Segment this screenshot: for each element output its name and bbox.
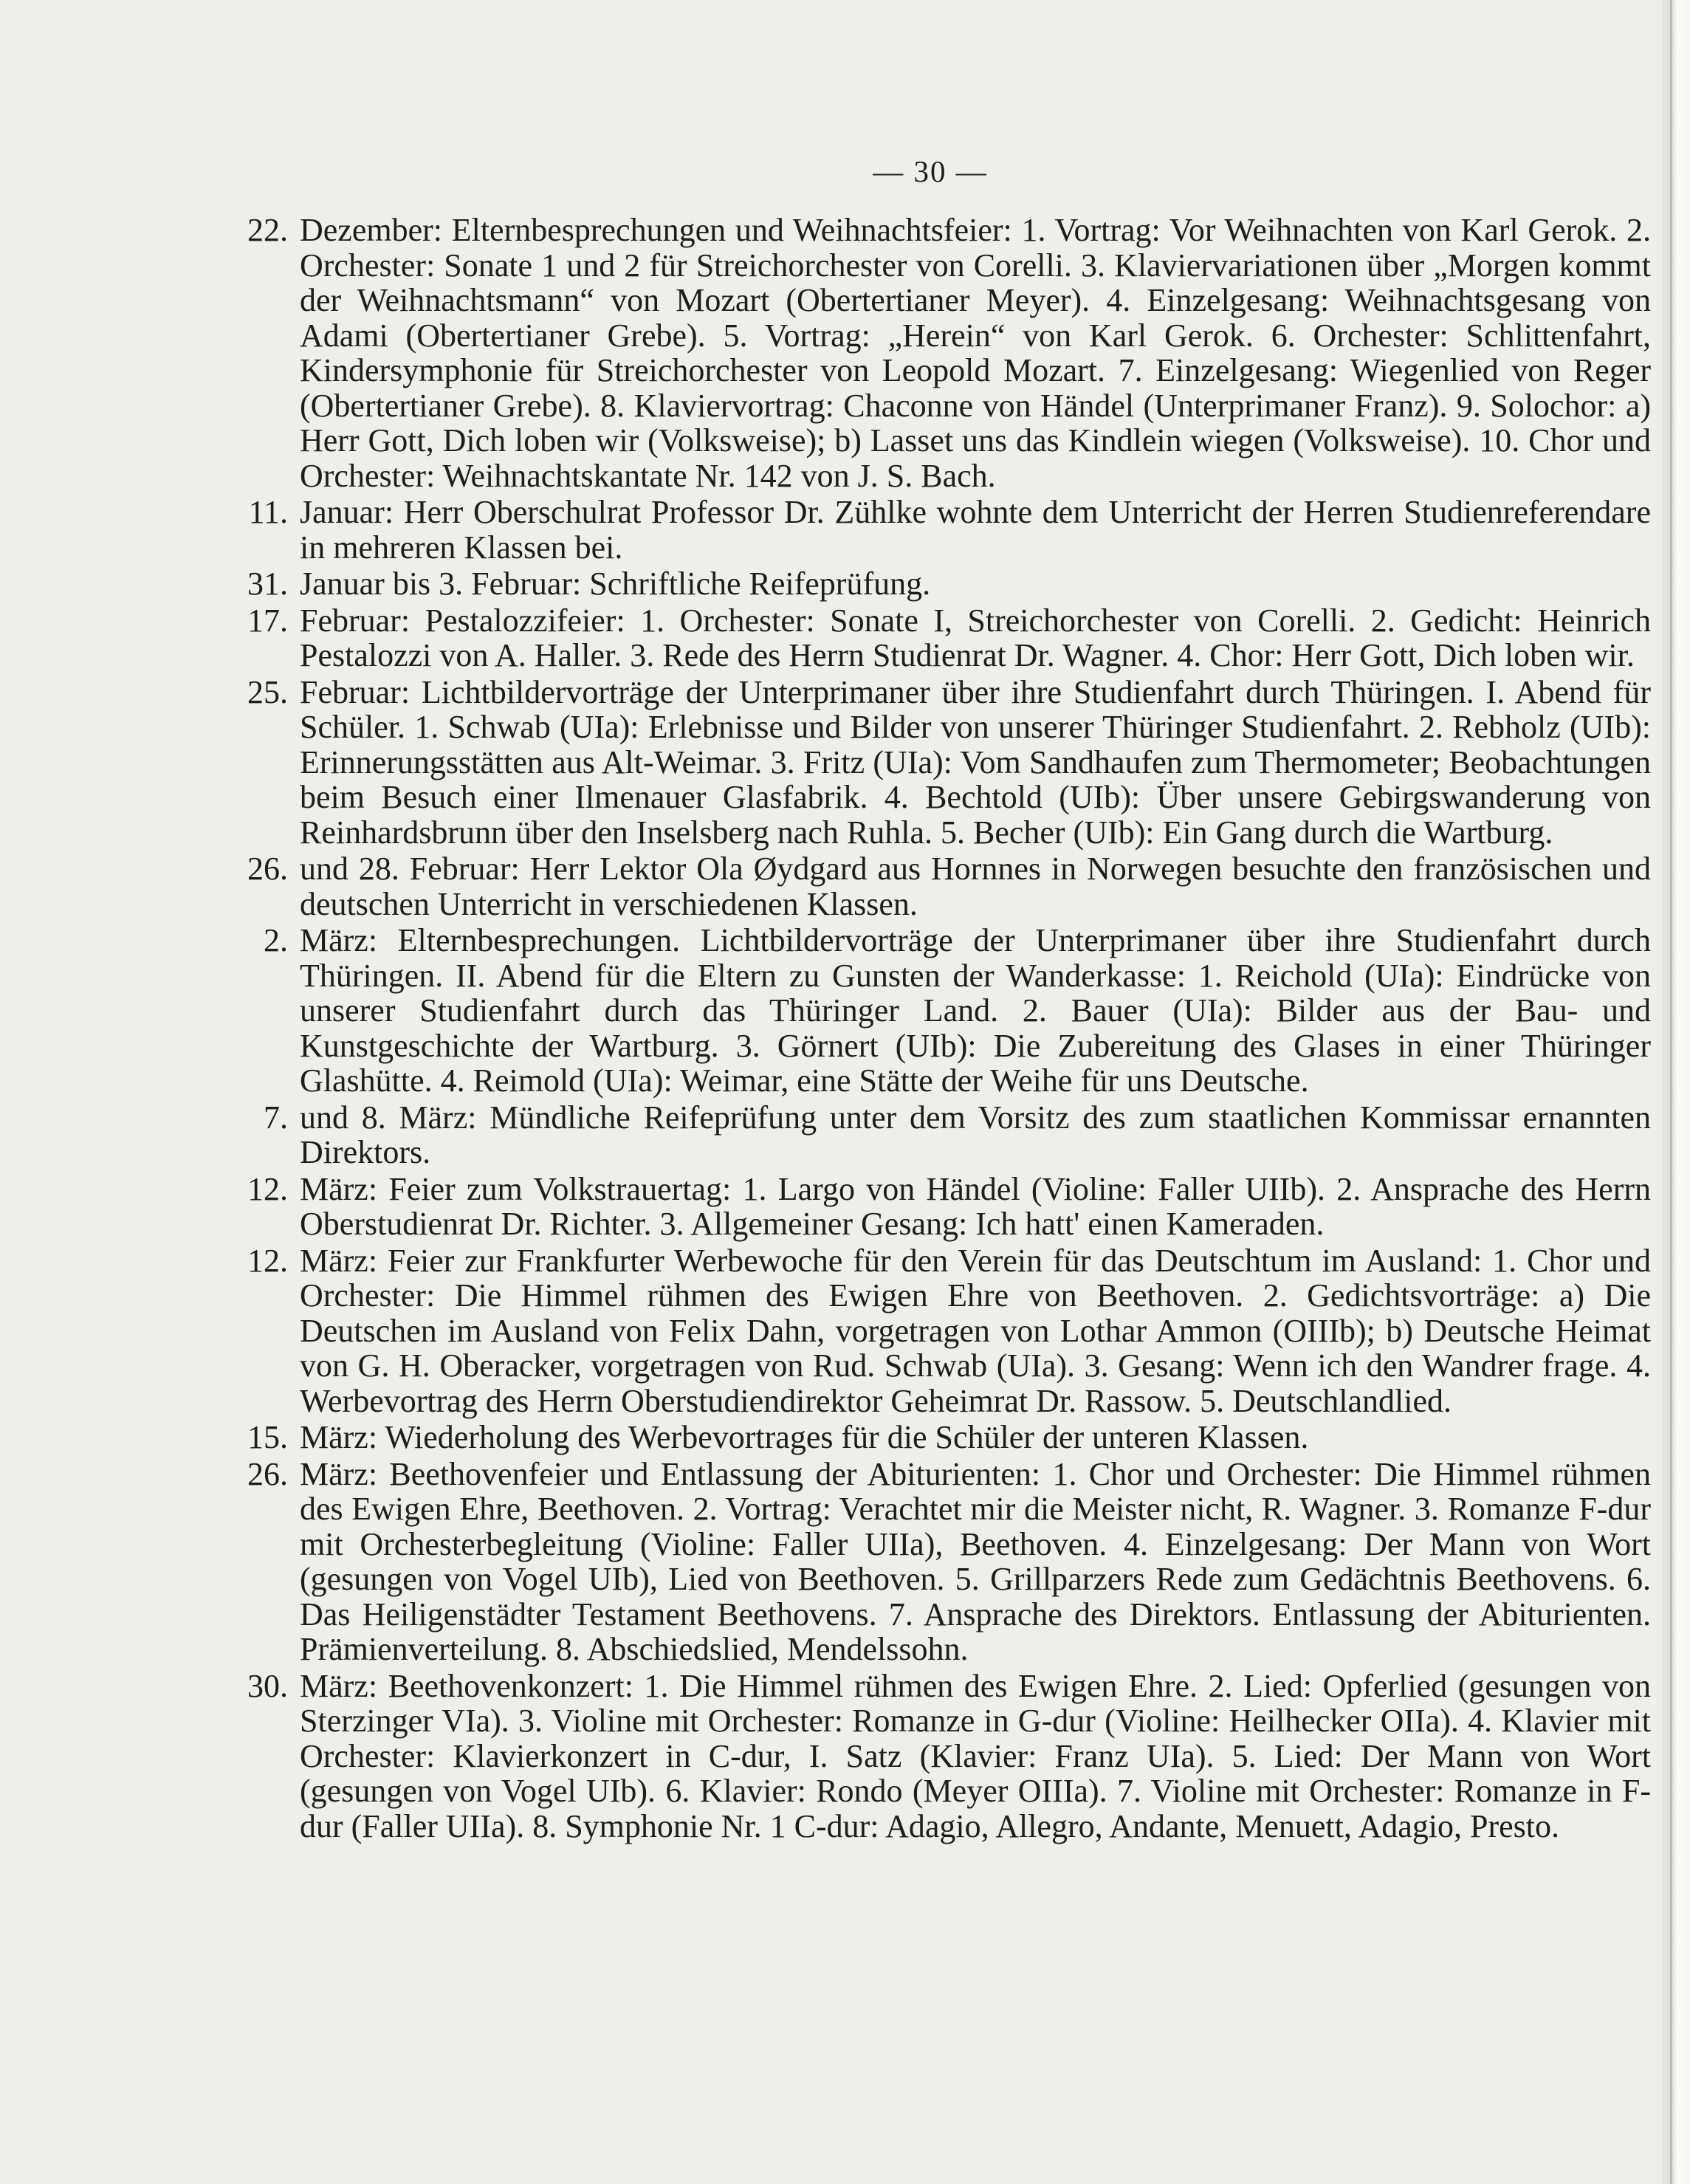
entry-date-number: 26. bbox=[247, 851, 288, 887]
entry-date-number: 22. bbox=[247, 212, 288, 248]
entry-text: März: Beethovenkonzert: 1. Die Himmel rühmen des Ewigen Ehre. 2. Lied: Opferlied (gesungen von Sterzinger VIa). 3. Violine mit Orchester: Romanze in G-dur (Violine: Heilhecker OIIa). 4. Klavier mit Orchester: Klavierkonzert in C-dur, I. Satz (Klavier: Franz UIa). 5. Lied: Der Mann von Wort (gesungen von Vogel UIb). 6. Klavier: Rondo (Meyer OIIIa). 7. Violine mit Orchester: Romanze in F-dur (Faller UIIa). 8. Symphonie Nr. 1 C-dur: Adagio, Allegro, Andante, Menuett, Adagio, Presto. bbox=[300, 1667, 1651, 1844]
entry-text: Dezember: Elternbesprechungen und Weihnachtsfeier: 1. Vortrag: Vor Weihnachten von Karl Gerok. 2. Orchester: Sonate 1 und 2 für Streichorchester von Corelli. 3. Klaviervariationen über „Morgen kommt der Weihnachtsmann“ von Mozart (Obertertianer Meyer). 4. Einzelgesang: Weihnachtsgesang von Adami (Obertertianer Grebe). 5. Vortrag: „Herein“ von Karl Gerok. 6. Orchester: Schlittenfahrt, Kindersymphonie für Streichorchester von Leopold Mozart. 7. Einzelgesang: Wiegenlied von Reger (Obertertianer Grebe). 8. Klaviervortrag: Chaconne von Händel (Unterprimaner Franz). 9. Solochor: a) Herr Gott, Dich loben wir (Volksweise); b) Lasset uns das Kindlein wiegen (Volksweise). 10. Chor und Orchester: Weihnachtskantate Nr. 142 von J. S. Bach. bbox=[300, 212, 1651, 494]
entry-text: Februar: Pestalozzifeier: 1. Orchester: Sonate I, Streichorchester von Corelli. 2. Gedicht: Heinrich Pestalozzi von A. Haller. 3. Rede des Herrn Studienrat Dr. Wagner. 4. Chor: Herr Gott, Dich loben wir. bbox=[300, 602, 1651, 673]
entry-date-number: 2. bbox=[264, 922, 288, 958]
chronicle-entry bbox=[214, 1243, 1651, 1419]
chronicle-entry bbox=[214, 1457, 1651, 1667]
entry-text: März: Feier zum Volkstrauertag: 1. Largo von Händel (Violine: Faller UIIb). 2. Ansprache des Herrn Oberstudienrat Dr. Richter. 3. Allgemeiner Gesang: Ich hatt' einen Kameraden. bbox=[300, 1170, 1651, 1242]
entry-date-number: 11. bbox=[248, 494, 288, 530]
chronicle-entry bbox=[214, 1172, 1651, 1242]
entry-date-number: 25. bbox=[247, 673, 288, 710]
chronicle-entry bbox=[214, 675, 1651, 851]
entry-text: Januar: Herr Oberschulrat Professor Dr. Zühlke wohnte dem Unterricht der Herren Studienreferendare in mehreren Klassen bei. bbox=[300, 494, 1651, 566]
chronicle-entry bbox=[214, 923, 1651, 1099]
entry-date-number: 12. bbox=[247, 1170, 288, 1207]
chronicle-entry bbox=[214, 603, 1651, 673]
entry-date-number: 26. bbox=[247, 1455, 288, 1492]
entry-text: März: Wiederholung des Werbevortrages für die Schüler der unteren Klassen. bbox=[300, 1419, 1309, 1455]
entry-text: März: Beethovenfeier und Entlassung der Abiturienten: 1. Chor und Orchester: Die Himmel rühmen des Ewigen Ehre, Beethoven. 2. Vortrag: Verachtet mir die Meister nicht, R. Wagner. 3. Romanze F-dur mit Orchesterbegleitung (Violine: Faller UIIa), Beethoven. 4. Einzelgesang: Der Mann von Wort (gesungen von Vogel UIb), Lied von Beethoven. 5. Grillparzers Rede zum Gedächtnis Beethovens. 6. Das Heiligenstädter Testament Beethovens. 7. Ansprache des Direktors. Entlassung der Abiturienten. Prämienverteilung. 8. Abschiedslied, Mendelssohn. bbox=[300, 1455, 1651, 1667]
chronicle-entry bbox=[214, 566, 1651, 602]
entry-text: Februar: Lichtbildervorträge der Unterprimaner über ihre Studienfahrt durch Thüringen. I. Abend für Schüler. 1. Schwab (UIa): Erlebnisse und Bilder von unserer Thüringer Studienfahrt. 2. Rebholz (UIb): Erinnerungsstätten aus Alt-Weimar. 3. Fritz (UIa): Vom Sandhaufen zum Thermometer; Beobachtungen beim Besuch einer Ilmenauer Glasfabrik. 4. Bechtold (UIb): Über unsere Gebirgswanderung von Reinhardsbrunn über den Inselsberg nach Ruhla. 5. Becher (UIb): Ein Gang durch die Wartburg. bbox=[300, 673, 1651, 851]
entry-text: März: Elternbesprechungen. Lichtbildervorträge der Unterprimaner über ihre Studienfahrt durch Thüringen. II. Abend für die Eltern zu Gunsten der Wanderkasse: 1. Reichold (UIa): Eindrücke von unserer Studienfahrt durch das Thüringer Land. 2. Bauer (UIa): Bilder aus der Bau- und Kunstgeschichte der Wartburg. 3. Görnert (UIb): Die Zubereitung des Glases in einer Thüringer Glashütte. 4. Reimold (UIa): Weimar, eine Stätte der Weihe für uns Deutsche. bbox=[300, 922, 1651, 1099]
entry-text: Januar bis 3. Februar: Schriftliche Reifeprüfung. bbox=[300, 566, 931, 602]
page-number: — 30 — bbox=[873, 154, 988, 188]
entry-text: und 28. Februar: Herr Lektor Ola Øydgard aus Hornnes in Norwegen besuchte den französischen und deutschen Unterricht in verschiedenen Klassen. bbox=[300, 851, 1651, 922]
chronicle-entry bbox=[214, 1420, 1651, 1455]
chronicle-entry bbox=[214, 213, 1651, 493]
entry-text: März: Feier zur Frankfurter Werbewoche für den Verein für das Deutschtum im Ausland: 1. Chor und Orchester: Die Himmel rühmen des Ewigen Ehre von Beethoven. 2. Gedichtsvorträge: a) Die Deutschen im Ausland von Felix Dahn, vorgetragen von Lothar Ammon (OIIIb); b) Deutsche Heimat von G. H. Oberacker, vorgetragen von Rud. Schwab (UIa). 3. Gesang: Wenn ich den Wandrer frage. 4. Werbevortrag des Herrn Oberstudiendirektor Geheimrat Dr. Rassow. 5. Deutschlandlied. bbox=[300, 1242, 1651, 1419]
entry-date-number: 7. bbox=[264, 1099, 288, 1136]
chronicle-entry bbox=[214, 1669, 1651, 1844]
entry-date-number: 30. bbox=[247, 1667, 288, 1704]
entry-text: und 8. März: Mündliche Reifeprüfung unter dem Vorsitz des zum staatlichen Kommissar ernannten Direktors. bbox=[300, 1099, 1651, 1170]
page-edge-line bbox=[1670, 0, 1672, 2184]
chronicle-entry bbox=[214, 851, 1651, 921]
entry-date-number: 15. bbox=[247, 1419, 288, 1455]
chronicle-entries bbox=[214, 213, 1651, 1845]
page-edge bbox=[1662, 0, 1690, 2184]
chronicle-entry bbox=[214, 1100, 1651, 1170]
entry-date-number: 17. bbox=[247, 602, 288, 639]
entry-date-number: 12. bbox=[247, 1242, 288, 1279]
entry-date-number: 31. bbox=[247, 566, 288, 602]
chronicle-entry bbox=[214, 495, 1651, 565]
